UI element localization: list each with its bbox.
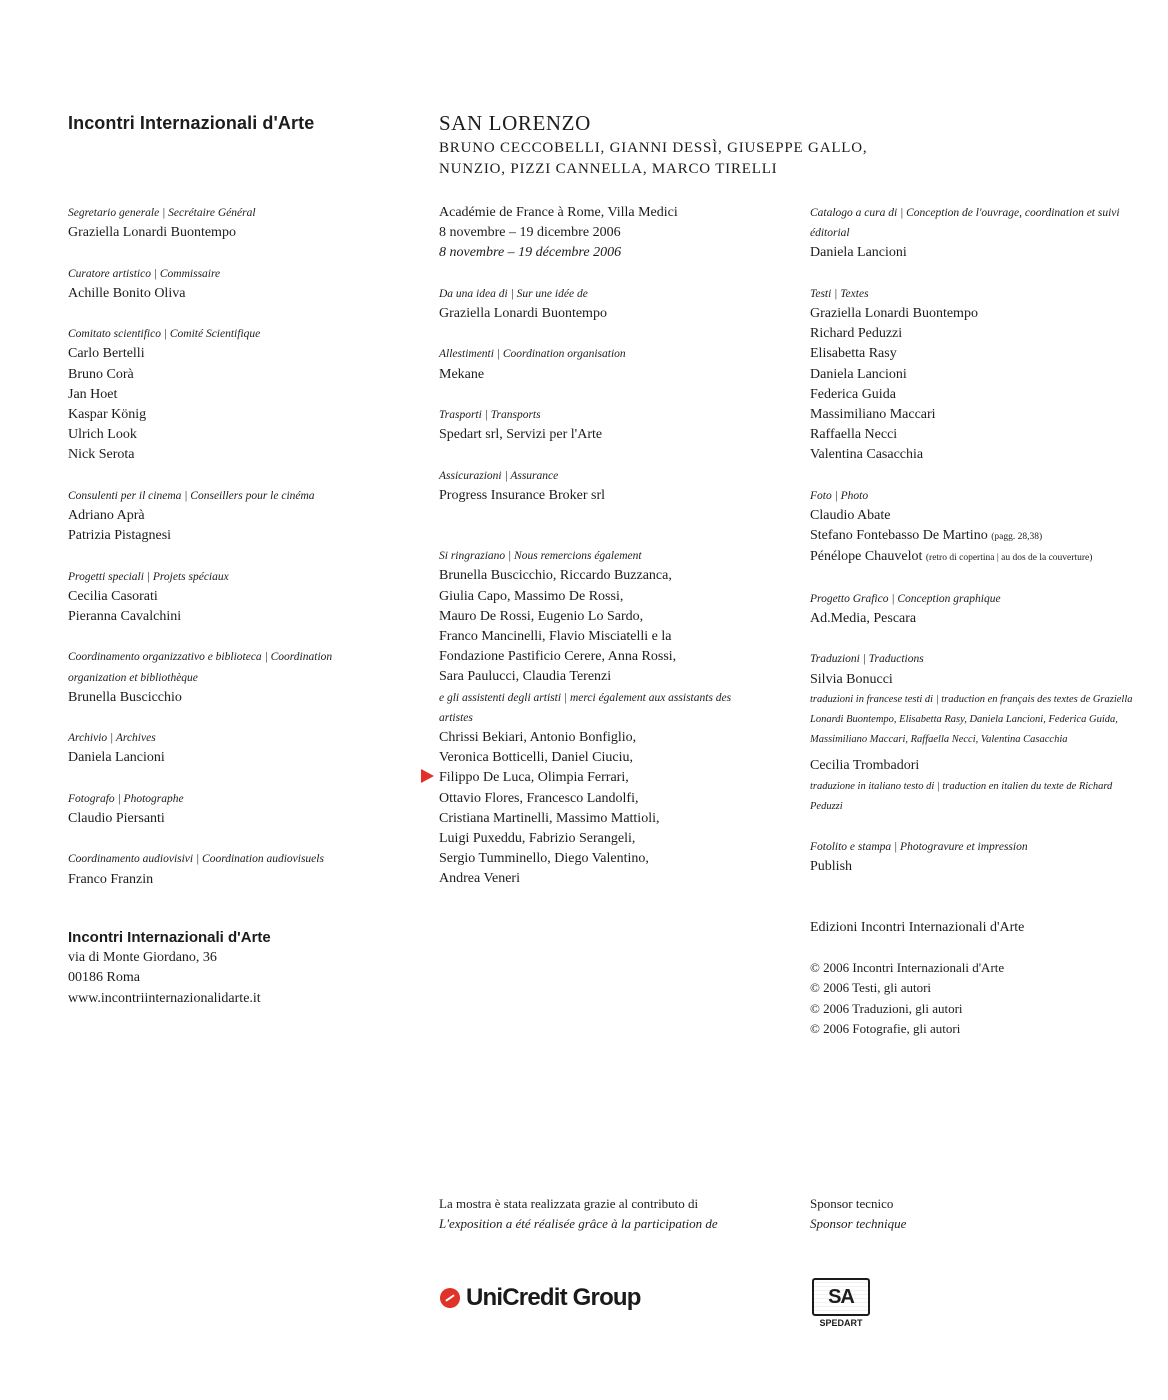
venue: Académie de France à Rome, Villa Medici — [439, 205, 678, 220]
thanks-line: Sara Paulucci, Claudia Terenzi — [439, 669, 612, 685]
catalogo-name: Daniela Lancioni — [810, 245, 907, 261]
assistant-line: Ottavio Flores, Francesco Landolfi, — [439, 790, 639, 806]
credit-block — [68, 324, 398, 465]
contribution-it: La mostra è stata realizzata grazie al contributo di — [439, 1196, 699, 1211]
credit-name: Pieranna Cavalchini — [68, 609, 182, 624]
credit-label: Da una idea di | Sur une idée de — [439, 287, 588, 300]
catalogo-block — [810, 203, 1140, 264]
edizioni: Edizioni Incontri Internazionali d'Arte — [810, 919, 1025, 935]
spedart-logo — [812, 1278, 870, 1328]
credit-label: Coordinamento organizzativo e biblioteca | Coordination organization et bibliothèque — [68, 651, 333, 684]
sponsor-fr: Sponsor technique — [810, 1216, 907, 1231]
pointer-arrow-icon — [421, 769, 434, 783]
thanks-line: Mauro De Rossi, Eugenio Lo Sardo, — [439, 608, 644, 624]
credit-block — [439, 284, 769, 324]
staff-column — [68, 203, 398, 910]
thanks-list — [439, 566, 769, 687]
credit-label: Comitato scientifico | Comité Scientifique — [68, 328, 261, 341]
assistants-label: e gli assistenti degli artisti | merci également aux assistants des artistes — [439, 691, 732, 724]
author-name: Valentina Casacchia — [810, 447, 924, 463]
credit-label: Fotografo | Photographe — [68, 792, 184, 805]
thanks-line: Franco Mancinelli, Flavio Misciatelli e la — [439, 628, 672, 644]
dates-fr: 8 novembre – 19 décembre 2006 — [439, 245, 622, 261]
dates-it: 8 novembre – 19 dicembre 2006 — [439, 225, 621, 241]
credit-block — [68, 203, 398, 243]
thanks-line: Fondazione Pastificio Cerere, Anna Rossi, — [439, 649, 677, 665]
address-org: Incontri Internazionali d'Arte — [68, 929, 271, 946]
assistants-list — [439, 728, 769, 890]
unicredit-logo-text: UniCredit Group — [466, 1284, 641, 1311]
unicredit-mark-icon — [440, 1288, 460, 1308]
author-name: Daniela Lancioni — [810, 366, 907, 382]
credit-name: Progress Insurance Broker srl — [439, 487, 606, 503]
credit-name: Nick Serota — [68, 447, 135, 463]
credit-name: Bruno Corà — [68, 366, 134, 382]
credit-label: Consulenti per il cinema | Conseillers pour le cinéma — [68, 489, 315, 502]
event-credits — [439, 284, 769, 506]
artists-list — [439, 138, 867, 180]
assistant-line: Veronica Botticelli, Daniel Ciuciu, — [439, 750, 634, 766]
credit-block — [439, 405, 769, 445]
copyright-line: © 2006 Traduzioni, gli autori — [810, 1000, 963, 1016]
assistant-line: Andrea Veneri — [439, 871, 520, 887]
credit-name: Achille Bonito Oliva — [68, 285, 186, 301]
contribution-note — [439, 1194, 718, 1234]
credit-label: Progetti speciali | Projets spéciaux — [68, 570, 229, 583]
copyright-list — [810, 958, 1140, 1039]
credit-name: Carlo Bertelli — [68, 346, 145, 362]
author-name: Raffaella Necci — [810, 427, 898, 443]
address-city: 00186 Roma — [68, 970, 140, 986]
copyright-line: © 2006 Testi, gli autori — [810, 980, 932, 996]
assistant-line: Cristiana Martinelli, Massimo Mattioli, — [439, 810, 660, 826]
spedart-logo-text: SPEDART — [819, 1318, 863, 1328]
sponsor-it: Sponsor tecnico — [810, 1196, 894, 1211]
artists-line: NUNZIO, PIZZI CANNELLA, MARCO TIRELLI — [439, 161, 778, 177]
unicredit-logo — [440, 1284, 641, 1312]
credit-block — [439, 466, 769, 506]
author-name: Elisabetta Rasy — [810, 346, 897, 362]
credit-block — [68, 486, 398, 547]
show-title: SAN LORENZO — [439, 111, 591, 135]
credit-block — [68, 647, 398, 708]
address-block — [68, 928, 271, 1009]
credit-name: Brunella Buscicchio — [68, 689, 182, 705]
translator-note: traduzioni in francese testi di | traduction en français des textes de Graziella Lonardi Buontempo, Elisabetta Rasy, Daniela Lancioni, Federica Guida, Massimiliano Maccari, Raffaella Necci, Valentina Casacchia — [810, 693, 1133, 746]
credit-name: Adriano Aprà — [68, 508, 145, 523]
credit-name: Graziella Lonardi Buontempo — [68, 225, 236, 241]
translator-name: Cecilia Trombadori — [810, 758, 920, 774]
stampa-label: Fotolito e stampa | Photogravure et impression — [810, 841, 1028, 854]
credit-name: Graziella Lonardi Buontempo — [439, 306, 607, 321]
credit-block — [68, 849, 398, 889]
publication-column — [810, 203, 1140, 1039]
foto-name: Claudio Abate — [810, 508, 891, 524]
traduzioni-label: Traduzioni | Traductions — [810, 653, 924, 666]
foto-name-text: Pénélope Chauvelot — [810, 549, 923, 565]
credit-name: Cecilia Casorati — [68, 588, 158, 604]
credit-block — [439, 344, 769, 384]
address-street: via di Monte Giordano, 36 — [68, 950, 217, 966]
stampa-block — [810, 837, 1140, 877]
author-name: Federica Guida — [810, 386, 896, 402]
artists-line: BRUNO CECCOBELLI, GIANNI DESSÌ, GIUSEPPE GALLO, — [439, 140, 868, 156]
translator-name: Silvia Bonucci — [810, 671, 893, 687]
credit-label: Trasporti | Transports — [439, 408, 541, 421]
assistant-line: Filippo De Luca, Olimpia Ferrari, — [439, 770, 629, 786]
credit-name: Spedart srl, Servizi per l'Arte — [439, 427, 603, 443]
credit-name: Franco Franzin — [68, 871, 154, 887]
assistant-line: Chrissi Bekiari, Antonio Bonfiglio, — [439, 730, 637, 745]
traduzioni-block — [810, 649, 1140, 817]
author-name: Graziella Lonardi Buontempo — [810, 306, 978, 321]
translator-note: traduzione in italiano testo di | traduction en italien du texte de Richard Peduzzi — [810, 780, 1113, 812]
copyright-line: © 2006 Fotografie, gli autori — [810, 1020, 961, 1036]
catalogo-label: Catalogo a cura di | Conception de l'ouvrage, coordination et suivi éditorial — [810, 207, 1120, 240]
grafico-name: Ad.Media, Pescara — [810, 611, 917, 627]
credit-block — [68, 728, 398, 768]
foto-name-text: Stefano Fontebasso De Martino — [810, 528, 988, 544]
credit-label: Assicurazioni | Assurance — [439, 469, 559, 482]
testi-list — [810, 304, 1140, 466]
credit-label: Allestimenti | Coordination organisation — [439, 348, 626, 361]
author-name: Richard Peduzzi — [810, 326, 903, 342]
copyright-line: © 2006 Incontri Internazionali d'Arte — [810, 960, 1005, 976]
credit-name: Ulrich Look — [68, 427, 137, 443]
credit-name: Mekane — [439, 366, 485, 382]
testi-label: Testi | Textes — [810, 287, 869, 300]
stampa-name: Publish — [810, 859, 853, 875]
spedart-mark-icon: SA — [812, 1278, 870, 1316]
credit-name: Patrizia Pistagnesi — [68, 528, 172, 544]
foto-block — [810, 486, 1140, 569]
testi-block — [810, 284, 1140, 466]
foto-name — [810, 547, 1140, 568]
credit-name: Jan Hoet — [68, 386, 118, 402]
credit-name: Daniela Lancioni — [68, 750, 165, 766]
contribution-fr: L'exposition a été réalisée grâce à la participation de — [439, 1216, 718, 1231]
credit-block — [68, 264, 398, 304]
foto-note: (retro di copertina | au dos de la couverture) — [925, 553, 1093, 564]
organization-heading: Incontri Internazionali d'Arte — [68, 113, 315, 133]
credit-label: Segretario generale | Secrétaire Général — [68, 207, 256, 219]
foto-name — [810, 526, 1140, 547]
author-name: Massimiliano Maccari — [810, 407, 936, 423]
thanks-label: Si ringraziano | Nous remercions également — [439, 550, 642, 563]
credit-name: Kaspar König — [68, 407, 147, 422]
website-link[interactable]: www.incontriinternazionalidarte.it — [68, 990, 261, 1006]
credit-block — [68, 567, 398, 628]
thanks-line: Brunella Buscicchio, Riccardo Buzzanca, — [439, 568, 672, 584]
credit-label: Coordinamento audiovisivi | Coordination audiovisuels — [68, 853, 324, 866]
foto-label: Foto | Photo — [810, 489, 869, 502]
sponsor-note — [810, 1194, 906, 1234]
credit-label: Curatore artistico | Commissaire — [68, 267, 221, 280]
credit-label: Archivio | Archives — [68, 732, 156, 745]
assistant-line: Sergio Tumminello, Diego Valentino, — [439, 851, 649, 867]
venue-block — [439, 203, 769, 264]
grafico-block — [810, 589, 1140, 629]
event-column — [439, 203, 769, 890]
foto-note: (pagg. 28,38) — [991, 532, 1043, 543]
assistant-line: Luigi Puxeddu, Fabrizio Serangeli, — [439, 831, 636, 847]
thanks-line: Giulia Capo, Massimo De Rossi, — [439, 588, 624, 604]
grafico-label: Progetto Grafico | Conception graphique — [810, 592, 1001, 605]
credit-block — [68, 789, 398, 829]
credit-name: Claudio Piersanti — [68, 810, 165, 826]
thanks-block — [439, 546, 769, 889]
